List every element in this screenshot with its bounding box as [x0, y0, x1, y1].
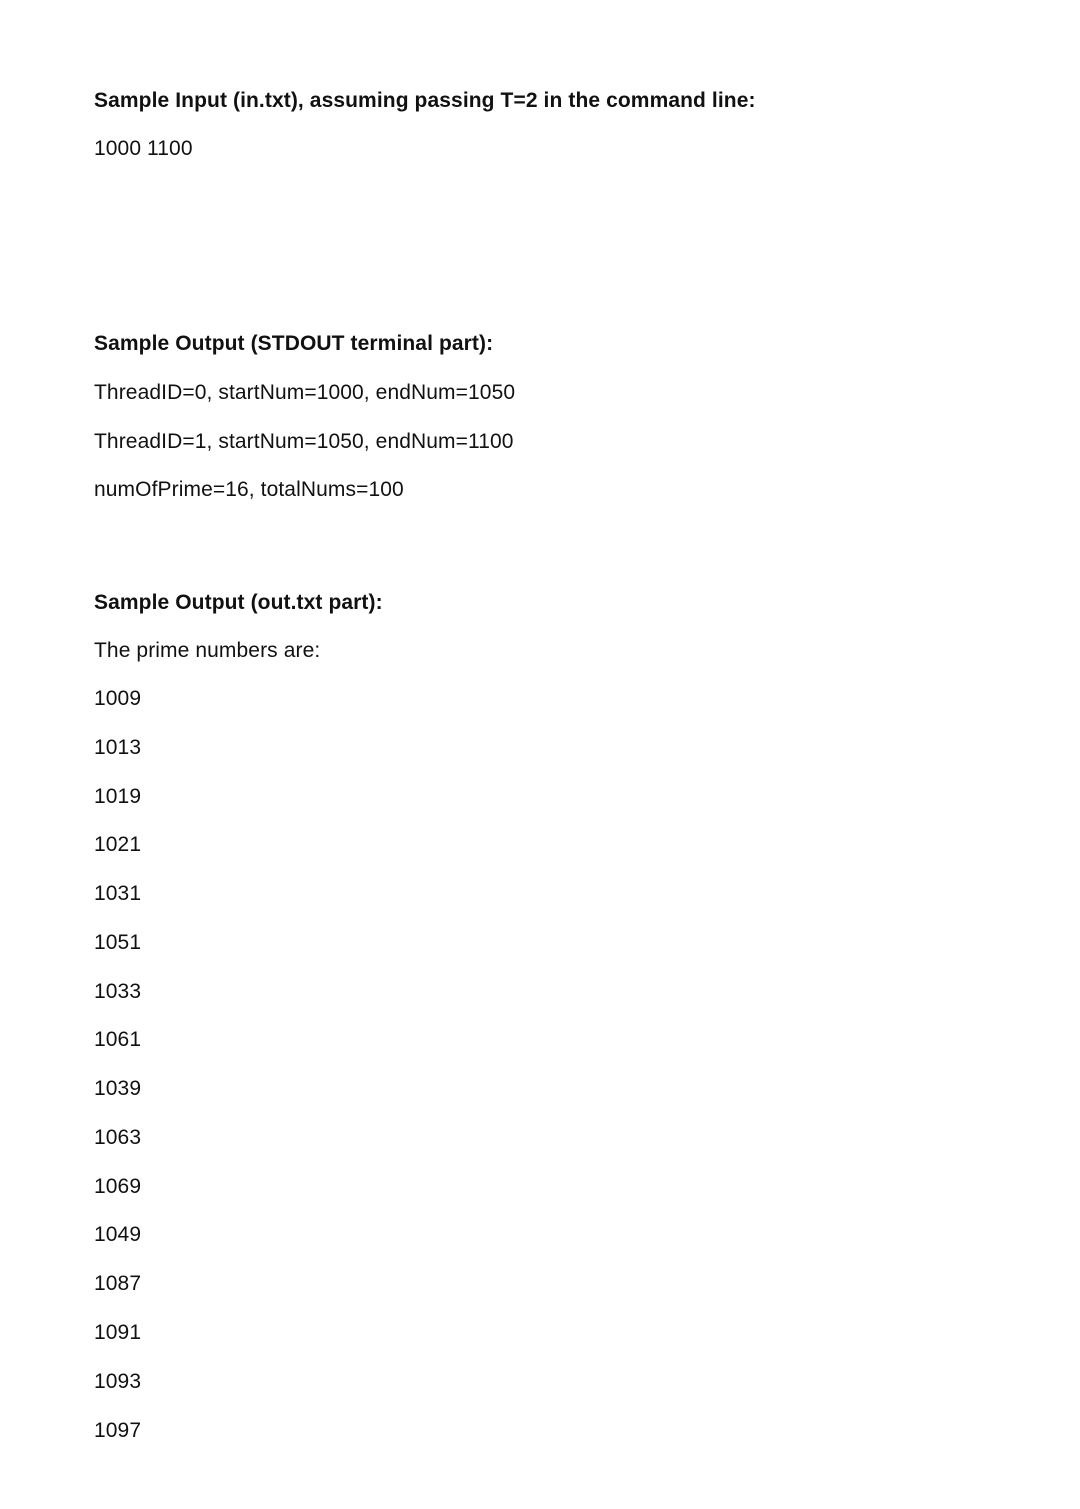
- prime-number: 1069: [94, 1175, 142, 1198]
- prime-number: 1031: [94, 882, 142, 905]
- stdout-heading: Sample Output (STDOUT terminal part):: [94, 332, 494, 355]
- prime-number: 1019: [94, 785, 142, 808]
- prime-number: 1033: [94, 980, 142, 1003]
- prime-number: 1009: [94, 687, 142, 710]
- stdout-line: ThreadID=0, startNum=1000, endNum=1050: [94, 381, 516, 404]
- prime-number: 1049: [94, 1223, 142, 1246]
- prime-number: 1063: [94, 1126, 142, 1149]
- prime-number: 1021: [94, 833, 142, 856]
- prime-number: 1091: [94, 1321, 142, 1344]
- prime-number: 1097: [94, 1419, 142, 1442]
- prime-number: 1013: [94, 736, 142, 759]
- outtxt-heading: Sample Output (out.txt part):: [94, 591, 383, 614]
- prime-number: 1061: [94, 1028, 142, 1051]
- stdout-line: ThreadID=1, startNum=1050, endNum=1100: [94, 430, 514, 453]
- stdout-line: numOfPrime=16, totalNums=100: [94, 478, 404, 501]
- prime-number: 1039: [94, 1077, 142, 1100]
- prime-number: 1087: [94, 1272, 142, 1295]
- input-heading: Sample Input (in.txt), assuming passing T=2 in the command line:: [94, 89, 756, 112]
- prime-number: 1093: [94, 1370, 142, 1393]
- prime-number: 1051: [94, 931, 142, 954]
- outtxt-intro: The prime numbers are:: [94, 639, 321, 662]
- input-line: 1000 1100: [94, 137, 193, 160]
